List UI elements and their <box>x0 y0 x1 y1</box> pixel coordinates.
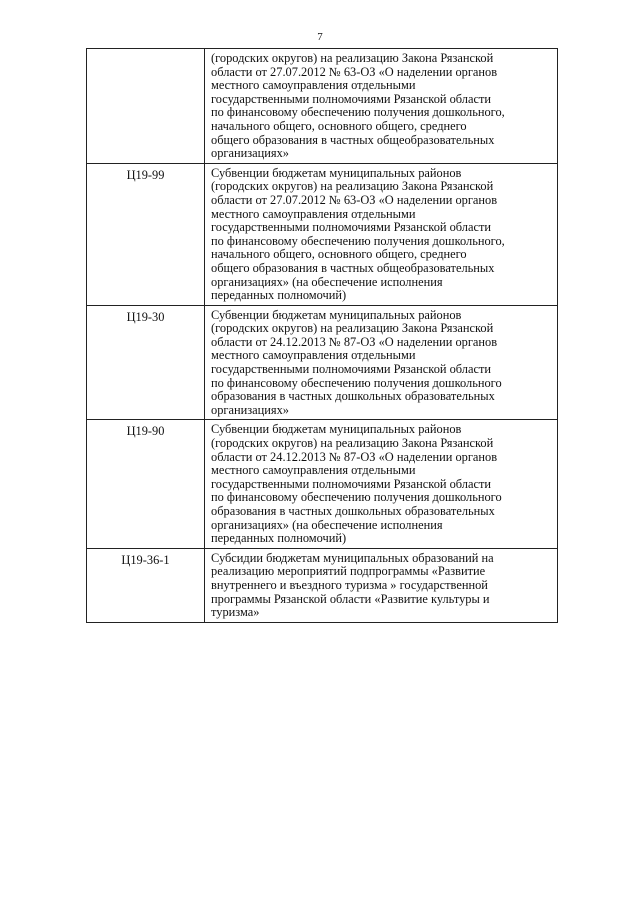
description-line: организациях» (на обеспечение исполнения <box>211 517 443 532</box>
description-line: местного самоуправления отдельными <box>211 348 416 363</box>
description-line: образования в частных дошкольных образовательных <box>211 504 495 518</box>
description-line: начального общего, основного общего, среднего <box>211 247 467 262</box>
description-line: области от 27.07.2012 № 63-ОЗ «О наделении органов <box>211 64 498 79</box>
description-line: общего образования в частных общеобразовательных <box>211 260 495 275</box>
description-line: начального общего, основного общего, среднего <box>211 118 467 133</box>
description-cell <box>205 548 558 622</box>
description-line: организациях» <box>211 402 289 417</box>
description-line: области от 27.07.2012 № 63-ОЗ «О наделении органов <box>211 192 498 207</box>
description-line: туризма» <box>211 605 260 620</box>
budget-code-cell: Ц19-99 <box>87 163 205 305</box>
table-row <box>87 163 558 305</box>
description-line: государственными полномочиями Рязанской области <box>211 476 492 491</box>
table-row <box>87 548 558 622</box>
description-line: организациях» <box>211 146 289 161</box>
budget-code-cell <box>87 49 205 164</box>
description-line: внутреннего и въездного туризма » государственной <box>211 577 488 592</box>
description-line: по финансовому обеспечению получения дошкольного <box>211 375 502 390</box>
description-line: области от 24.12.2013 № 87-ОЗ «О наделении органов <box>211 334 498 349</box>
description-line: Субсидии бюджетам муниципальных образований на <box>211 550 494 565</box>
description-line: по финансовому обеспечению получения дошкольного, <box>211 105 505 120</box>
description-line: общего образования в частных общеобразовательных <box>211 132 495 147</box>
description-line: (городских округов) на реализацию Закона Рязанской <box>211 179 494 194</box>
description-line: (городских округов) на реализацию Закона Рязанской <box>211 321 494 336</box>
description-line: государственными полномочиями Рязанской области <box>211 91 492 106</box>
description-line: местного самоуправления отдельными <box>211 78 416 93</box>
description-line: местного самоуправления отдельными <box>211 206 416 221</box>
description-line: государственными полномочиями Рязанской области <box>211 362 492 377</box>
description-line: образования в частных дошкольных образовательных <box>211 389 495 404</box>
description-line: (городских округов) на реализацию Закона Рязанской <box>211 436 494 451</box>
description-line: Субвенции бюджетам муниципальных районов <box>211 422 462 437</box>
budget-code-cell: Ц19-36-1 <box>87 548 205 622</box>
description-line: местного самоуправления отдельными <box>211 463 416 478</box>
budget-codes-table <box>86 48 558 623</box>
description-cell <box>205 163 558 305</box>
budget-code-cell: Ц19-90 <box>87 420 205 548</box>
description-cell <box>205 49 558 164</box>
description-line: реализацию мероприятий подпрограммы «Развитие <box>211 564 486 579</box>
description-line: организациях» (на обеспечение исполнения <box>211 274 443 289</box>
description-line: переданных полномочий) <box>211 531 347 546</box>
table-body <box>87 49 558 623</box>
description-line: (городских округов) на реализацию Закона Рязанской <box>211 51 494 65</box>
page-number: 7 <box>317 31 323 43</box>
table-row <box>87 49 558 164</box>
description-line: Субвенции бюджетам муниципальных районов <box>211 307 462 322</box>
table-row <box>87 420 558 548</box>
table-row <box>87 305 558 420</box>
description-line: государственными полномочиями Рязанской области <box>211 220 492 235</box>
description-cell <box>205 420 558 548</box>
description-line: области от 24.12.2013 № 87-ОЗ «О наделении органов <box>211 449 498 464</box>
budget-code-cell: Ц19-30 <box>87 305 205 420</box>
description-line: по финансовому обеспечению получения дошкольного, <box>211 233 505 248</box>
description-line: программы Рязанской области «Развитие культуры и <box>211 591 490 606</box>
description-line: Субвенции бюджетам муниципальных районов <box>211 165 462 180</box>
description-cell <box>205 305 558 420</box>
description-line: переданных полномочий) <box>211 288 347 303</box>
description-line: по финансовому обеспечению получения дошкольного <box>211 490 502 505</box>
